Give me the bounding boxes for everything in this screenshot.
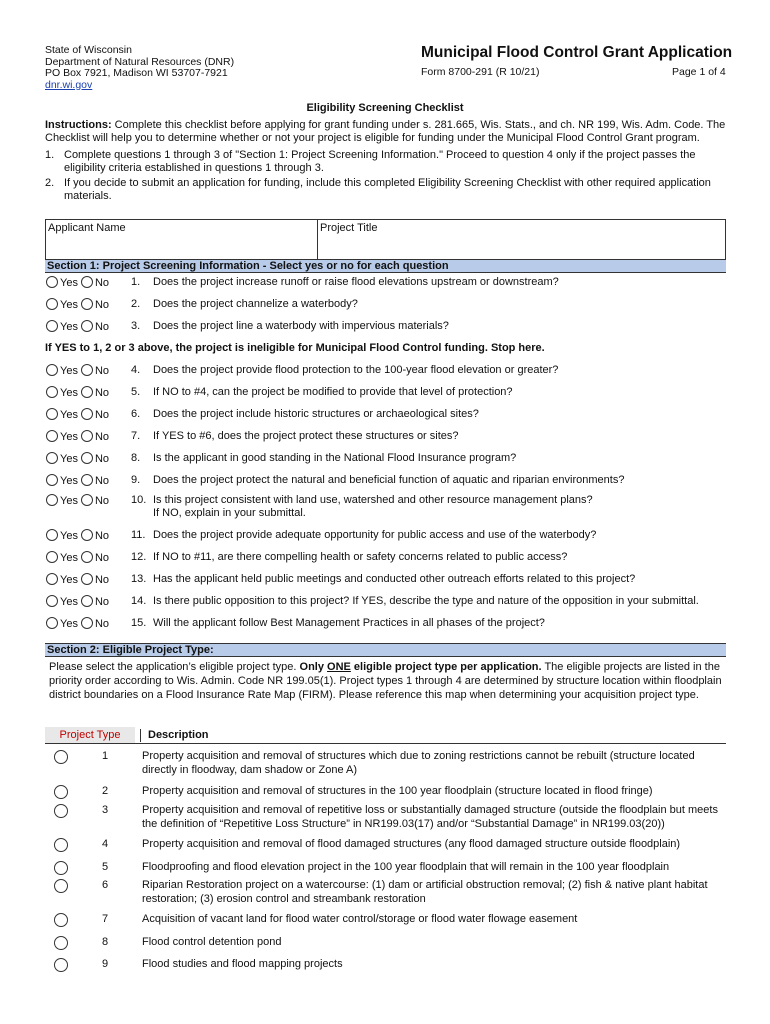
question-number: 2. <box>131 298 141 310</box>
no-radio[interactable] <box>81 551 93 563</box>
project-type-description: Floodproofing and flood elevation project in the 100 year floodplain that will remain in the 100 year floodplain <box>142 861 670 873</box>
question-number: 13. <box>131 573 147 585</box>
question-text <box>153 298 735 311</box>
yes-no-options <box>46 386 112 400</box>
question-text <box>153 276 735 289</box>
project-type-number: 7 <box>102 913 109 925</box>
form-title: Municipal Flood Control Grant Application <box>421 44 733 61</box>
project-type-description: Property acquisition and removal of structures which due to zoning restrictions cannot be rebuilt (structure located directly in floodway, dam shadow or Zone A) <box>142 750 695 776</box>
no-radio[interactable] <box>81 529 93 541</box>
no-radio[interactable] <box>81 320 93 332</box>
yes-radio[interactable] <box>46 617 58 629</box>
no-radio[interactable] <box>81 430 93 442</box>
project-type-description: Acquisition of vacant land for flood water control/storage or flood water flowage easement <box>142 913 578 925</box>
no-label: No <box>94 552 110 564</box>
question-text-line: Does the project include historic structures or archaeological sites? <box>153 408 479 420</box>
project-type-radio[interactable] <box>54 838 68 852</box>
yes-label: Yes <box>60 596 78 608</box>
yes-radio[interactable] <box>46 298 58 310</box>
project-type-radio[interactable] <box>54 861 68 875</box>
project-type-radio[interactable] <box>54 958 68 972</box>
project-type-number: 8 <box>102 936 109 948</box>
column-description: Description <box>148 729 209 741</box>
no-radio[interactable] <box>81 298 93 310</box>
project-type-radio[interactable] <box>54 750 68 764</box>
question-text <box>153 529 735 542</box>
question-text-line: Does the project protect the natural and beneficial function of aquatic and riparian environments? <box>153 474 625 486</box>
section2-desc-a: Please select the application’s eligible project type. <box>49 661 300 673</box>
section2-header: Section 2: Eligible Project Type: <box>45 643 726 657</box>
instruction-step <box>45 177 730 203</box>
question-text <box>153 430 735 443</box>
project-type-radio[interactable] <box>54 879 68 893</box>
agency-line-address: PO Box 7921, Madison WI 53707-7921 <box>45 67 228 79</box>
question-text-line: Does the project channelize a waterbody? <box>153 298 358 310</box>
project-type-number: 1 <box>102 750 109 762</box>
question-number: 4. <box>131 364 141 376</box>
yes-label: Yes <box>60 431 78 443</box>
yes-no-options <box>46 364 112 378</box>
project-type-radio[interactable] <box>54 913 68 927</box>
section2-desc-b3: eligible project type per application. <box>350 661 542 673</box>
project-type-number: 3 <box>102 804 109 816</box>
no-radio[interactable] <box>81 573 93 585</box>
no-radio[interactable] <box>81 408 93 420</box>
no-label: No <box>94 574 110 586</box>
question-number: 14. <box>131 595 147 607</box>
yes-radio[interactable] <box>46 474 58 486</box>
no-radio[interactable] <box>81 474 93 486</box>
project-title-label: Project Title <box>320 222 378 234</box>
agency-line-state: State of Wisconsin <box>45 44 132 56</box>
project-type-number: 5 <box>102 861 109 873</box>
question-text-line: Does the project line a waterbody with impervious materials? <box>153 320 449 332</box>
section2-desc-emphasis <box>300 661 542 673</box>
step-number: 2. <box>45 177 55 189</box>
question-text-line: If NO to #11, are there compelling health or safety concerns related to public access? <box>153 551 568 563</box>
question-text <box>153 573 735 586</box>
yes-no-options <box>46 408 112 422</box>
agency-line-department: Department of Natural Resources (DNR) <box>45 55 235 68</box>
no-label: No <box>94 299 110 311</box>
agency-block <box>45 45 234 91</box>
yes-radio[interactable] <box>46 386 58 398</box>
applicant-name-field[interactable] <box>48 222 126 234</box>
no-radio[interactable] <box>81 452 93 464</box>
project-type-description: Property acquisition and removal of flood damaged structures (any flood damaged structure outside floodplain) <box>142 838 681 850</box>
column-project-type: Project Type <box>45 727 135 743</box>
project-title-field[interactable] <box>320 222 377 234</box>
question-number: 7. <box>131 430 141 442</box>
ineligible-note: If YES to 1, 2 or 3 above, the project is ineligible for Municipal Flood Control funding. Stop here. <box>45 342 545 354</box>
field-divider <box>317 220 318 260</box>
section2-description <box>49 660 729 702</box>
yes-radio[interactable] <box>46 494 58 506</box>
yes-radio[interactable] <box>46 276 58 288</box>
page-number: Page 1 of 4 <box>672 66 726 78</box>
question-number: 15. <box>131 617 147 629</box>
question-text-line: Does the project provide flood protection to the 100-year flood elevation or greater? <box>153 364 559 376</box>
question-text <box>153 551 735 564</box>
yes-label: Yes <box>60 277 78 289</box>
question-text <box>153 408 735 421</box>
agency-website-link[interactable]: dnr.wi.gov <box>45 78 93 91</box>
yes-label: Yes <box>60 530 78 542</box>
project-type-description: Property acquisition and removal of structures in the 100 year floodplain (structure located in flood fringe) <box>142 785 653 797</box>
question-number: 5. <box>131 386 141 398</box>
question-number: 9. <box>131 474 141 486</box>
project-type-number: 9 <box>102 958 109 970</box>
section2-desc-c: The eligible projects are listed in the priority order according to Wis. Admin. Code NR 199.05(1). Project types 1 through 4 are determined by structure location within floodplain district boundaries on a Flood Insurance Rate Map (FIRM). Please reference this map when determining your acquisition project type. <box>49 661 722 701</box>
question-text <box>153 474 735 487</box>
no-label: No <box>94 431 110 443</box>
yes-no-options <box>46 529 112 543</box>
project-type-table-header <box>45 727 726 744</box>
yes-radio[interactable] <box>46 452 58 464</box>
step-text: If you decide to submit an application for funding, include this completed Eligibility Screening Checklist with other required application materials. <box>64 177 711 202</box>
question-text-line: If YES to #6, does the project protect these structures or sites? <box>153 430 459 442</box>
project-type-description: Flood control detention pond <box>142 936 282 948</box>
no-label: No <box>94 596 110 608</box>
no-label: No <box>94 453 110 465</box>
no-radio[interactable] <box>81 595 93 607</box>
question-text-line: Is there public opposition to this project? If YES, describe the type and nature of the opposition in your submittal. <box>153 595 699 607</box>
yes-label: Yes <box>60 409 78 421</box>
applicant-name-label: Applicant Name <box>48 222 126 234</box>
yes-no-options <box>46 430 112 444</box>
project-type-description: Flood studies and flood mapping projects <box>142 958 343 970</box>
question-number: 6. <box>131 408 141 420</box>
project-type-number: 4 <box>102 838 109 850</box>
project-type-radio[interactable] <box>54 785 68 799</box>
question-text <box>153 386 735 399</box>
yes-radio[interactable] <box>46 320 58 332</box>
yes-no-options <box>46 298 112 312</box>
no-label: No <box>94 618 110 630</box>
yes-label: Yes <box>60 552 78 564</box>
yes-no-options <box>46 320 112 334</box>
yes-no-options <box>46 452 112 466</box>
project-type-radio[interactable] <box>54 936 68 950</box>
yes-no-options <box>46 276 112 290</box>
question-number: 10. <box>131 494 147 506</box>
yes-radio[interactable] <box>46 364 58 376</box>
step-number: 1. <box>45 149 55 161</box>
yes-radio[interactable] <box>46 551 58 563</box>
question-number: 12. <box>131 551 147 563</box>
yes-no-options <box>46 573 112 587</box>
question-text <box>153 452 735 465</box>
question-number: 11. <box>131 529 146 541</box>
question-number: 1. <box>131 276 141 288</box>
instructions-steps <box>45 149 730 203</box>
project-type-radio[interactable] <box>54 804 68 818</box>
yes-label: Yes <box>60 475 78 487</box>
question-number: 3. <box>131 320 141 332</box>
question-text-line: Is this project consistent with land use, watershed and other resource management plans? <box>153 494 593 506</box>
question-number: 8. <box>131 452 141 464</box>
column-separator <box>140 729 141 742</box>
yes-radio[interactable] <box>46 573 58 585</box>
question-text <box>153 364 735 377</box>
question-text <box>153 494 735 520</box>
question-text <box>153 617 735 630</box>
yes-label: Yes <box>60 453 78 465</box>
yes-label: Yes <box>60 321 78 333</box>
no-radio[interactable] <box>81 364 93 376</box>
checklist-title: Eligibility Screening Checklist <box>306 102 464 114</box>
question-text-line: Has the applicant held public meetings and conducted other outreach efforts related to this project? <box>153 573 636 585</box>
section2-desc-b1: Only <box>299 661 328 673</box>
yes-radio[interactable] <box>46 529 58 541</box>
no-label: No <box>94 530 110 542</box>
instruction-step <box>45 149 730 175</box>
no-radio[interactable] <box>81 494 93 506</box>
no-radio[interactable] <box>81 386 93 398</box>
instructions-text: Complete this checklist before applying for grant funding under s. 281.665, Wis. Stats., and ch. NR 199, Wis. Adm. Code. The Checklist will help you to determine whether or not your project is eligible for funding under the Municipal Flood Control Grant program. <box>45 119 726 144</box>
yes-label: Yes <box>60 618 78 630</box>
question-text <box>153 595 735 608</box>
question-text-line: Does the project provide adequate opportunity for public access and use of the waterbody? <box>153 529 597 541</box>
question-text-line: Will the applicant follow Best Management Practices in all phases of the project? <box>153 617 545 629</box>
no-label: No <box>94 409 110 421</box>
no-label: No <box>94 277 110 289</box>
yes-label: Yes <box>60 365 78 377</box>
no-label: No <box>94 475 110 487</box>
yes-label: Yes <box>60 299 78 311</box>
question-text <box>153 320 735 333</box>
yes-label: Yes <box>60 574 78 586</box>
instructions-label: Instructions: <box>45 119 112 131</box>
no-label: No <box>94 321 110 333</box>
yes-label: Yes <box>60 387 78 399</box>
yes-no-options <box>46 595 112 609</box>
project-type-description: Property acquisition and removal of repetitive loss or substantially damaged structure (outside the floodplain but meets the definition of “Repetitive Loss Structure” in NR199.03(17) and/or “Substantial Damage” in NR199.03(20)) <box>142 804 718 830</box>
yes-radio[interactable] <box>46 408 58 420</box>
no-label: No <box>94 495 110 507</box>
applicant-info-box <box>45 219 726 259</box>
project-type-number: 6 <box>102 879 109 891</box>
no-label: No <box>94 365 110 377</box>
project-type-number: 2 <box>102 785 109 797</box>
section2-desc-one: ONE <box>327 661 351 673</box>
yes-label: Yes <box>60 495 78 507</box>
yes-no-options <box>46 551 112 565</box>
yes-no-options <box>46 474 112 488</box>
form-number: Form 8700-291 (R 10/21) <box>421 66 540 78</box>
question-text-line: Does the project increase runoff or raise flood elevations upstream or downstream? <box>153 276 559 288</box>
yes-radio[interactable] <box>46 595 58 607</box>
no-label: No <box>94 387 110 399</box>
yes-no-options <box>46 494 112 508</box>
section1-header: Section 1: Project Screening Information - Select yes or no for each question <box>45 259 726 273</box>
project-type-description: Riparian Restoration project on a watercourse: (1) dam or artificial obstruction removal; (2) fish & native plant habitat restoration; (3) erosion control and streambank restoration <box>142 879 708 905</box>
step-text: Complete questions 1 through 3 of "Section 1: Project Screening Information." Proceed to question 4 only if the project passes the eligibility criteria established in questions 1 through 3. <box>64 149 696 174</box>
yes-radio[interactable] <box>46 430 58 442</box>
no-radio[interactable] <box>81 617 93 629</box>
instructions <box>45 119 730 205</box>
instructions-paragraph <box>45 119 730 145</box>
no-radio[interactable] <box>81 276 93 288</box>
question-text-line: If NO to #4, can the project be modified to provide that level of protection? <box>153 386 513 398</box>
yes-no-options <box>46 617 112 631</box>
question-text-line: Is the applicant in good standing in the National Flood Insurance program? <box>153 452 517 464</box>
question-text-line-2: If NO, explain in your submittal. <box>153 507 306 519</box>
